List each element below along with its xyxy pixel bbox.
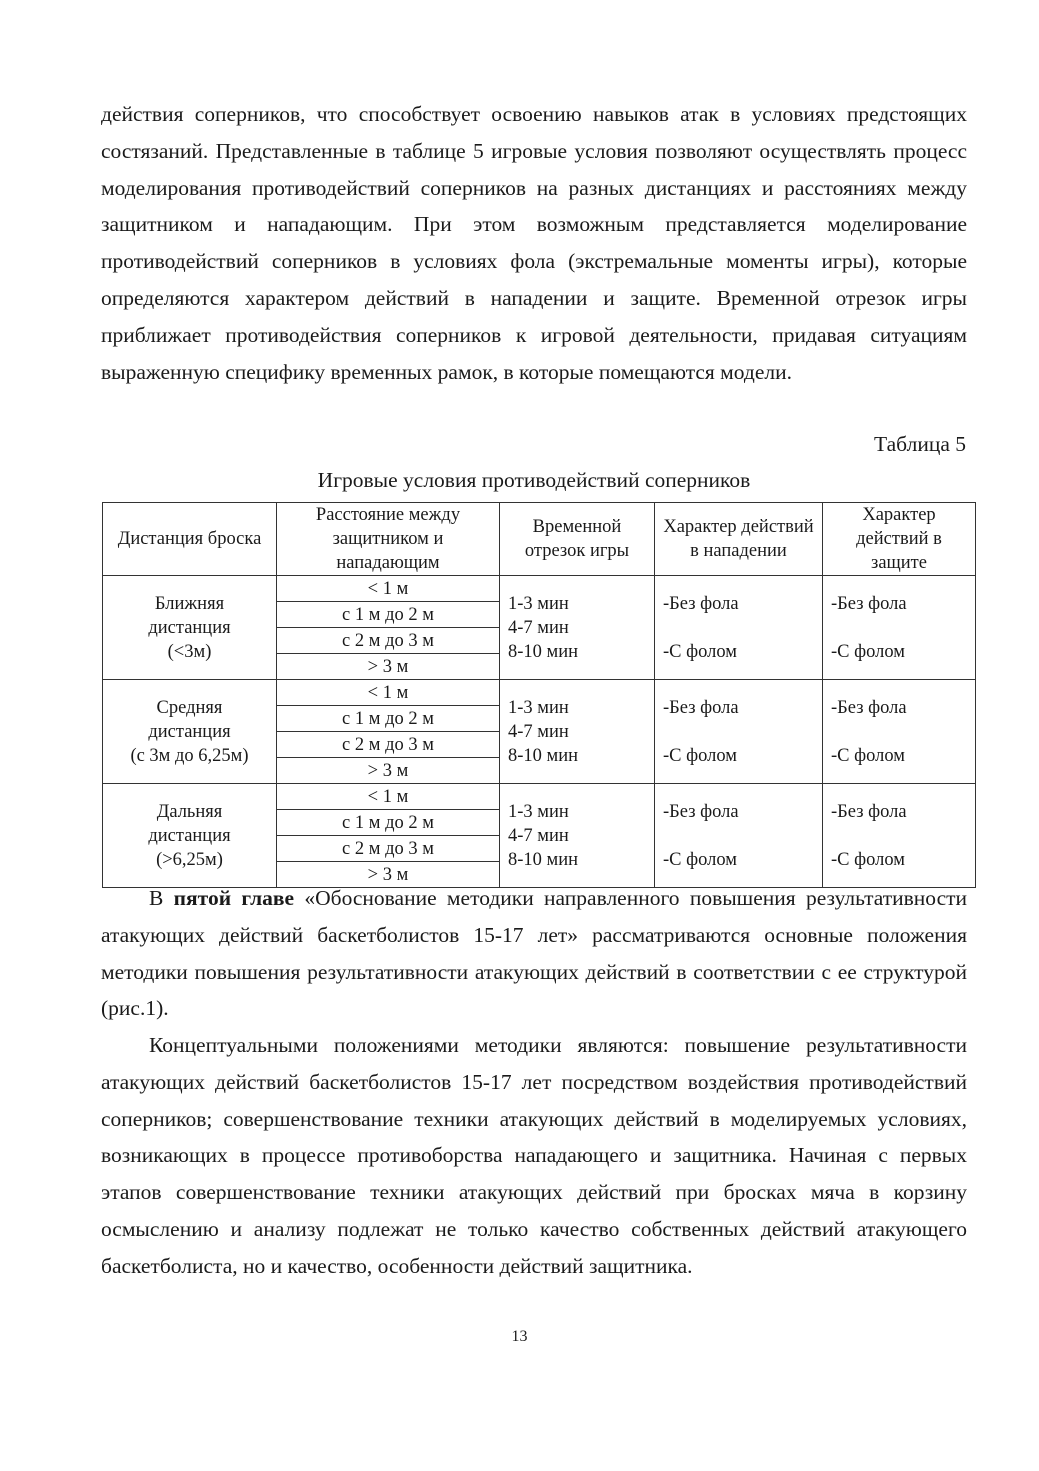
attack-cell: -Без фола -С фолом — [655, 576, 823, 680]
table-label: Таблица 5 — [874, 432, 966, 456]
attack-cell: -Без фола -С фолом — [655, 680, 823, 784]
bold-chapter-reference: пятой главе — [173, 886, 295, 910]
range-cell: > 3 м — [277, 758, 500, 784]
paragraph-1: действия соперников, что способствует освоению навыков атак в условиях предстоящих состязаний. Представленные в таблице 5 игровые условия позволяют осуществлять процесс моделирования противодействий соперников на разных дистанциях и расстояниях между защитником и нападающим. При этом возможным представляется моделирование противодействий соперников в условиях фола (экстремальные моменты игры), которые определяются характером действий в нападении и защите. Временной отрезок игры приближает противодействия соперников к игровой деятельности, придавая ситуациям выраженную специфику временных рамок, в которые помещаются модели. — [101, 102, 967, 384]
range-cell: с 1 м до 2 м — [277, 706, 500, 732]
conditions-table — [102, 502, 976, 888]
attack-cell: -Без фола -С фолом — [655, 784, 823, 888]
defense-cell: -Без фола -С фолом — [823, 784, 976, 888]
range-cell: с 2 м до 3 м — [277, 732, 500, 758]
defense-cell: -Без фола -С фолом — [823, 680, 976, 784]
header-attack: Характер действий в нападении — [655, 503, 823, 576]
paragraph-3: Концептуальными положениями методики являются: повышение результативности атакующих действий баскетболистов 15-17 лет посредством воздействия противодействий соперников; совершенствование техники атакующих действий в моделируемых условиях, возникающих в процессе противоборства нападающего и защитника. Начиная с первых этапов совершенствование техники атакующих действий при бросках мяча в корзину осмыслению и анализу подлежат не только качество собственных действий атакующего баскетболиста, но и качество, особенности действий защитника. — [101, 1033, 967, 1278]
range-cell: < 1 м — [277, 784, 500, 810]
page-number: 13 — [511, 1328, 528, 1345]
header-distance: Дистанция броска — [103, 503, 277, 576]
header-defense: Характер действий в защите — [823, 503, 976, 576]
range-cell: с 2 м до 3 м — [277, 628, 500, 654]
table-row — [103, 576, 976, 602]
range-cell: с 1 м до 2 м — [277, 810, 500, 836]
header-range: Расстояние между защитником и нападающим — [277, 503, 500, 576]
table-header-row — [103, 503, 976, 576]
range-cell: с 2 м до 3 м — [277, 836, 500, 862]
table-row — [103, 784, 976, 810]
time-cell: 1-3 мин 4-7 мин 8-10 мин — [500, 680, 655, 784]
table-title: Игровые условия противодействий соперников — [317, 468, 751, 492]
range-cell: > 3 м — [277, 654, 500, 680]
range-cell: > 3 м — [277, 862, 500, 888]
range-cell: < 1 м — [277, 576, 500, 602]
defense-cell: -Без фола -С фолом — [823, 576, 976, 680]
distance-cell: Средняя дистанция (с 3м до 6,25м) — [103, 680, 277, 784]
table-row — [103, 680, 976, 706]
distance-cell: Дальняя дистанция (>6,25м) — [103, 784, 277, 888]
range-cell: с 1 м до 2 м — [277, 602, 500, 628]
paragraph-2: В пятой главе «Обоснование методики направленного повышения результативности атакующих действий баскетболистов 15-17 лет» рассматриваются основные положения методики повышения результативности атакующих действий в соответствии с ее структурой (рис.1). — [101, 886, 968, 1021]
range-cell: < 1 м — [277, 680, 500, 706]
header-time: Временной отрезок игры — [500, 503, 655, 576]
distance-cell: Ближняя дистанция (<3м) — [103, 576, 277, 680]
time-cell: 1-3 мин 4-7 мин 8-10 мин — [500, 784, 655, 888]
time-cell: 1-3 мин 4-7 мин 8-10 мин — [500, 576, 655, 680]
